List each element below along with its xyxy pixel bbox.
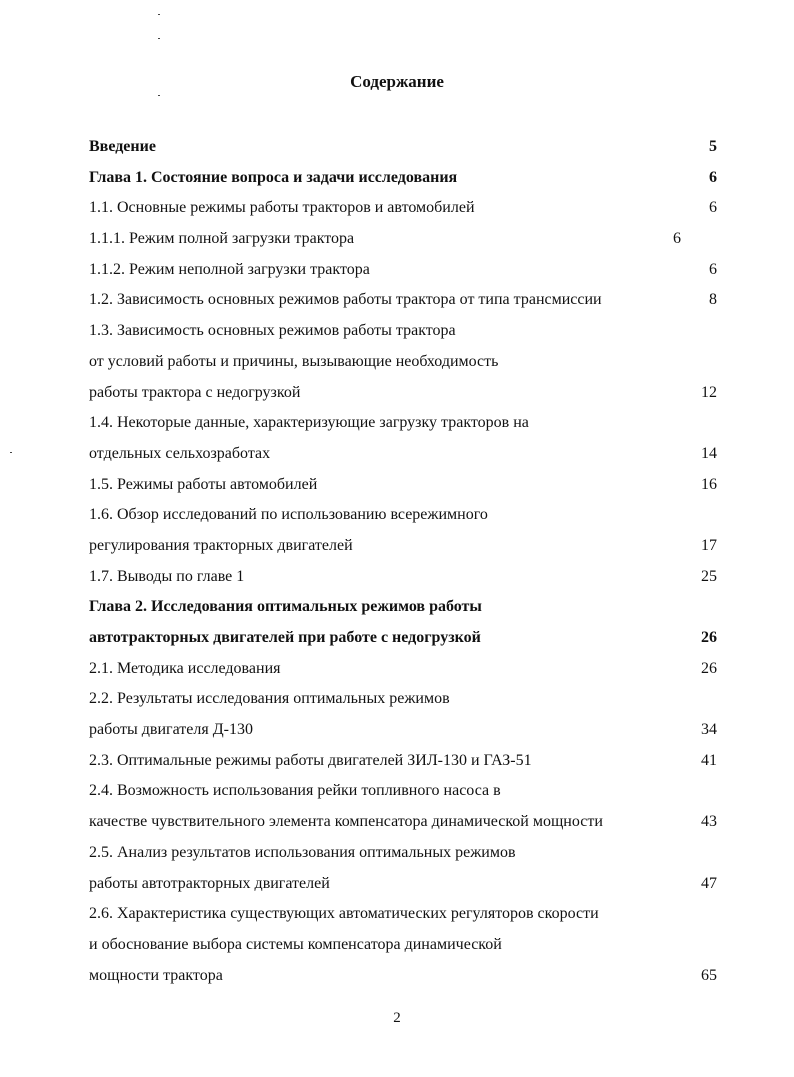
toc-entry-page: 25 (701, 567, 717, 585)
toc-entry (89, 255, 729, 286)
toc-entry (89, 623, 729, 654)
toc-entry-page: 6 (709, 168, 717, 186)
toc-entry-title: работы двигателя Д-130 (89, 721, 253, 739)
toc-entry-page: 8 (709, 291, 717, 309)
scan-speck (158, 38, 160, 39)
toc-entry-title: мощности трактора (89, 966, 223, 984)
toc-entry (89, 500, 729, 531)
toc-entry-page: 6 (673, 230, 681, 248)
toc-entry (89, 869, 729, 900)
toc-entry-title: качестве чувствительного элемента компенсатора динамической мощности (89, 813, 603, 831)
toc-entry (89, 562, 729, 593)
toc-entry (89, 930, 729, 961)
toc-entry-page: 5 (709, 138, 717, 155)
toc-entry-page: 43 (701, 813, 717, 831)
toc-entry (89, 961, 729, 992)
toc-entry (89, 838, 729, 869)
toc-entry-title: 1.3. Зависимость основных режимов работы трактора (89, 322, 456, 340)
toc-entry-page: 26 (701, 659, 717, 677)
toc-entry-page: 47 (701, 874, 717, 892)
toc-entry-title: 2.1. Методика исследования (89, 659, 281, 677)
toc-entry-page: 12 (701, 383, 717, 401)
toc-entry-title: 1.7. Выводы по главе 1 (89, 567, 245, 585)
toc-entry-title: 2.6. Характеристика существующих автоматических регуляторов скорости (89, 905, 599, 923)
toc-entry-title: работы трактора с недогрузкой (89, 383, 301, 401)
toc-entry (89, 193, 729, 224)
table-of-contents (89, 132, 729, 991)
toc-entry (89, 654, 729, 685)
toc-entry (89, 746, 729, 777)
toc-entry-page: 34 (701, 721, 717, 739)
toc-entry (89, 224, 729, 255)
scan-speck (10, 452, 12, 453)
toc-entry (89, 715, 729, 746)
toc-entry (89, 531, 729, 562)
toc-entry (89, 592, 729, 623)
page-title: Содержание (350, 72, 444, 91)
toc-entry-title: 1.4. Некоторые данные, характеризующие загрузку тракторов на (89, 414, 529, 432)
toc-entry-title: 1.1. Основные режимы работы тракторов и автомобилей (89, 199, 475, 217)
toc-entry-page: 6 (709, 199, 717, 217)
toc-entry (89, 439, 729, 470)
toc-entry-title: 1.1.2. Режим неполной загрузки трактора (89, 260, 370, 278)
toc-entry-title: Глава 1. Состояние вопроса и задачи исследования (89, 168, 458, 186)
toc-entry (89, 684, 729, 715)
toc-entry-page: 26 (701, 629, 717, 646)
toc-entry-title: 1.1.1. Режим полной загрузки трактора (89, 230, 355, 248)
toc-entry (89, 163, 729, 194)
toc-entry (89, 378, 729, 409)
toc-entry-page: 14 (701, 444, 717, 462)
toc-entry (89, 347, 729, 378)
toc-entry-page: 16 (701, 475, 717, 493)
toc-entry-page: 6 (709, 260, 717, 278)
toc-entry-title: 1.5. Режимы работы автомобилей (89, 475, 318, 493)
page-number: 2 (393, 1010, 401, 1026)
toc-entry-page: 65 (701, 966, 717, 984)
toc-entry-title: 2.2. Результаты исследования оптимальных режимов (89, 690, 450, 708)
toc-entry-page: 41 (701, 751, 717, 769)
toc-entry-title: работы автотракторных двигателей (89, 874, 330, 892)
toc-entry-page: 17 (701, 536, 717, 554)
toc-entry (89, 899, 729, 930)
scan-speck (158, 95, 160, 96)
toc-entry (89, 470, 729, 501)
toc-entry-title: и обоснование выбора системы компенсатора динамической (89, 935, 502, 953)
toc-entry-title: Введение (89, 138, 156, 155)
toc-entry-title: регулирования тракторных двигателей (89, 536, 353, 554)
toc-entry (89, 316, 729, 347)
toc-entry-title: Глава 2. Исследования оптимальных режимов работы (89, 598, 482, 616)
toc-entry-title: автотракторных двигателей при работе с недогрузкой (89, 629, 481, 646)
toc-entry-title: отдельных сельхозработах (89, 444, 271, 462)
toc-entry-title: от условий работы и причины, вызывающие необходимость (89, 352, 499, 370)
toc-entry-title: 1.2. Зависимость основных режимов работы трактора от типа трансмиссии (89, 291, 602, 309)
toc-entry (89, 408, 729, 439)
toc-entry-title: 2.5. Анализ результатов использования оптимальных режимов (89, 843, 516, 861)
toc-entry (89, 132, 729, 163)
toc-entry-title: 2.3. Оптимальные режимы работы двигателей ЗИЛ-130 и ГАЗ-51 (89, 751, 532, 769)
toc-entry (89, 776, 729, 807)
toc-entry-title: 2.4. Возможность использования рейки топливного насоса в (89, 782, 501, 800)
toc-entry (89, 285, 729, 316)
toc-entry-title: 1.6. Обзор исследований по использованию всережимного (89, 506, 488, 524)
scan-speck (158, 14, 160, 15)
toc-entry (89, 807, 729, 838)
